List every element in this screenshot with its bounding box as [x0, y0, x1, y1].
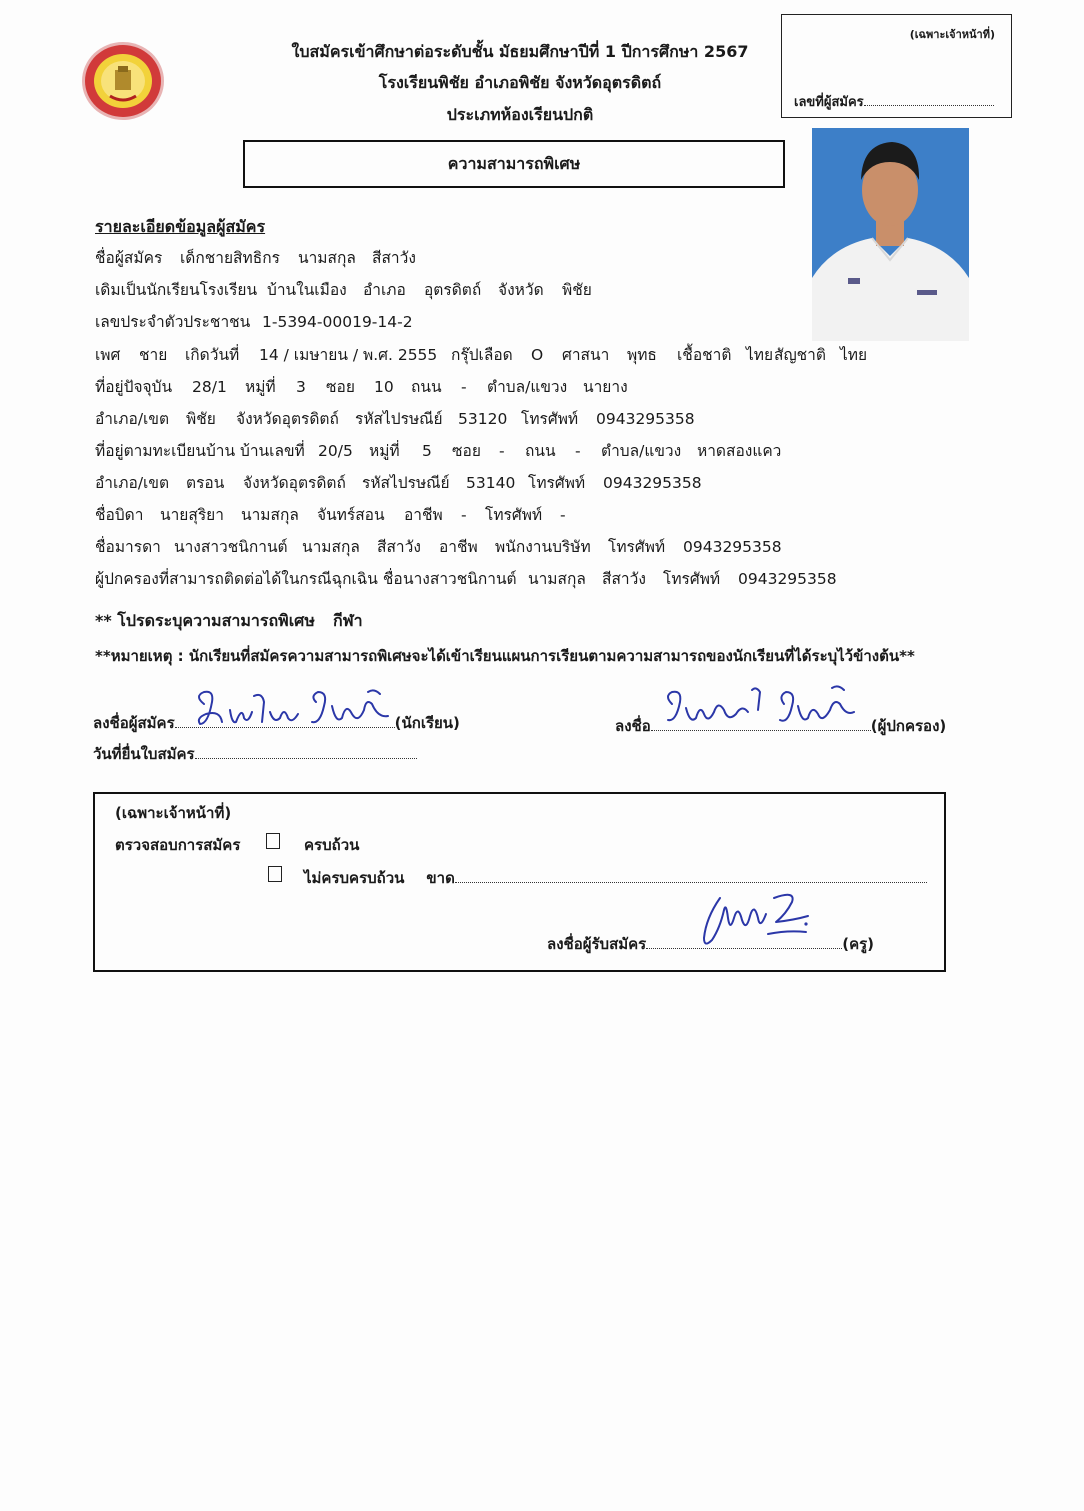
cur-province: จังหวัดอุตรดิตถ์	[236, 410, 339, 428]
office-use-box	[781, 14, 1012, 118]
section-title-box	[243, 140, 785, 188]
cur-postcode: 53120	[458, 410, 508, 428]
prev-school-value: บ้านในเมือง	[267, 281, 347, 299]
cur-tambon: นายาง	[583, 378, 628, 396]
check-label: ตรวจสอบการสมัคร	[115, 836, 241, 854]
mother-occupation: พนักงานบริษัท	[495, 538, 591, 556]
applicant-surname: สีสาวัง	[372, 249, 416, 267]
details-heading: รายละเอียดข้อมูลผู้สมัคร	[95, 217, 266, 236]
complete-label: ครบถ้วน	[304, 836, 360, 854]
guardian-phone: 0943295358	[738, 570, 837, 588]
cur-postcode-label: รหัสไปรษณีย์	[355, 410, 443, 428]
mother-surname-label: นามสกุล	[302, 538, 360, 556]
ethnicity-value: ไทย	[746, 346, 774, 364]
nationality-value: ไทย	[840, 346, 868, 364]
nationality-label: สัญชาติ	[774, 346, 826, 364]
guardian-surname: สีสาวัง	[602, 570, 646, 588]
reg-moo-label: หมู่ที่	[369, 442, 400, 460]
class-type: ประเภทห้องเรียนปกติ	[446, 105, 594, 124]
receiver-signature-suffix: (ครู)	[842, 935, 875, 953]
submit-date-line	[93, 744, 417, 764]
birth-value: 14 / เมษายน / พ.ศ. 2555	[259, 346, 438, 364]
father-occupation: -	[461, 506, 467, 524]
birth-label: เกิดวันที่	[185, 346, 240, 364]
reg-tambon: หาดสองแคว	[697, 442, 782, 460]
mother-label: ชื่อมารดา	[95, 538, 161, 556]
applicant-signature-suffix: (นักเรียน)	[394, 714, 460, 732]
father-phone: -	[560, 506, 566, 524]
missing-label: ขาด	[426, 869, 455, 887]
blood-label: กรุ๊ปเลือด	[451, 346, 513, 364]
guardian-signature-label: ลงชื่อ	[615, 717, 651, 735]
reg-house-no: 20/5	[318, 442, 353, 460]
guardian-signature-suffix: (ผู้ปกครอง)	[870, 717, 947, 735]
ethnicity-label: เชื้อชาติ	[677, 346, 732, 364]
incomplete-label: ไม่ครบครบถ้วน	[304, 869, 405, 887]
reg-phone: 0943295358	[603, 474, 702, 492]
guardian-phone-label: โทรศัพท์	[663, 570, 721, 588]
cur-moo: 3	[296, 378, 306, 396]
cur-addr-label: ที่อยู่ปัจจุบัน	[95, 378, 173, 396]
submit-date-field[interactable]	[195, 758, 417, 759]
applicant-photo	[812, 128, 969, 341]
reg-soi: -	[499, 442, 505, 460]
id-value: 1-5394-00019-14-2	[262, 313, 413, 331]
reg-amphoe: ตรอน	[186, 474, 225, 492]
name-label: ชื่อผู้สมัคร	[95, 249, 163, 267]
father-phone-label: โทรศัพท์	[485, 506, 543, 524]
talent-label: ** โปรดระบุความสามารถพิเศษ	[95, 611, 315, 630]
receiver-handwritten-signature	[698, 888, 818, 952]
applicant-name: เด็กชายสิทธิกร	[180, 249, 280, 267]
applicant-number-label: เลขที่ผู้สมัคร	[794, 93, 994, 113]
prev-amphoe-label: อำเภอ	[363, 281, 406, 299]
school-name: โรงเรียนพิชัย อำเภอพิชัย จังหวัดอุตรดิตถ์	[378, 73, 662, 92]
reg-moo: 5	[422, 442, 432, 460]
prev-province-value: พิชัย	[562, 281, 592, 299]
applicant-handwritten-signature	[192, 688, 404, 734]
section-title: ความสามารถพิเศษ	[447, 153, 581, 173]
reg-road-label: ถนน	[525, 442, 556, 460]
incomplete-line	[304, 868, 927, 888]
mother-phone-label: โทรศัพท์	[608, 538, 666, 556]
guardian-handwritten-signature	[662, 684, 862, 732]
complete-checkbox[interactable]	[266, 833, 280, 849]
id-label: เลขประจำตัวประชาชน	[95, 313, 251, 331]
school-emblem-icon	[80, 40, 166, 122]
talent-value: กีฬา	[333, 611, 363, 630]
reg-soi-label: ซอย	[452, 442, 481, 460]
guardian-surname-label: นามสกุล	[528, 570, 586, 588]
cur-road: -	[461, 378, 467, 396]
missing-field[interactable]	[455, 882, 927, 883]
cur-house-no: 28/1	[192, 378, 227, 396]
mother-occupation-label: อาชีพ	[439, 538, 478, 556]
cur-soi: 10	[374, 378, 394, 396]
religion-value: พุทธ	[627, 346, 657, 364]
applicant-signature-label: ลงชื่อผู้สมัคร	[93, 714, 175, 732]
reg-postcode-label: รหัสไปรษณีย์	[362, 474, 450, 492]
father-name: นายสุริยา	[160, 506, 224, 524]
note-text: **หมายเหตุ : นักเรียนที่สมัครความสามารถพิเศษจะได้เข้าเรียนแผนการเรียนตามความสามารถของนักเรียนที่ได้ระบุไว้ข้างต้น**	[95, 647, 915, 665]
cur-tambon-label: ตำบล/แขวง	[487, 378, 568, 396]
cur-phone-label: โทรศัพท์	[521, 410, 579, 428]
mother-surname: สีสาวัง	[377, 538, 421, 556]
cur-phone: 0943295358	[596, 410, 695, 428]
reg-phone-label: โทรศัพท์	[528, 474, 586, 492]
surname-label: นามสกุล	[298, 249, 356, 267]
school-emblem	[80, 40, 166, 122]
cur-road-label: ถนน	[411, 378, 442, 396]
guardian-name: นางสาวชนิกานต์	[403, 570, 517, 588]
father-surname: จันทร์สอน	[317, 506, 385, 524]
religion-label: ศาสนา	[562, 346, 610, 364]
reg-tambon-label: ตำบล/แขวง	[601, 442, 682, 460]
office-use-title: (เฉพาะเจ้าหน้าที่)	[909, 28, 995, 41]
reg-amphoe-label: อำเภอ/เขต	[95, 474, 170, 492]
prev-province-label: จังหวัด	[498, 281, 544, 299]
father-occupation-label: อาชีพ	[404, 506, 443, 524]
prev-amphoe-value: อุตรดิตถ์	[424, 281, 482, 299]
cur-moo-label: หมู่ที่	[245, 378, 276, 396]
reg-postcode: 53140	[466, 474, 516, 492]
form-title-line1: ใบสมัครเข้าศึกษาต่อระดับชั้น มัธยมศึกษาปีที่ 1 ปีการศึกษา 2567	[291, 42, 749, 61]
blood-value: O	[531, 346, 544, 364]
submit-date-label: วันที่ยื่นใบสมัคร	[93, 745, 195, 763]
office-check-title: (เฉพาะเจ้าหน้าที่)	[115, 804, 232, 822]
father-surname-label: นามสกุล	[241, 506, 299, 524]
father-label: ชื่อบิดา	[95, 506, 144, 524]
incomplete-checkbox[interactable]	[268, 866, 282, 882]
reg-addr-label: ที่อยู่ตามทะเบียนบ้าน บ้านเลขที่	[95, 442, 305, 460]
guardian-label: ผู้ปกครองที่สามารถติดต่อได้ในกรณีฉุกเฉิน ชื่อ	[95, 570, 403, 588]
receiver-signature-label: ลงชื่อผู้รับสมัคร	[547, 935, 647, 953]
mother-phone: 0943295358	[683, 538, 782, 556]
sex-value: ชาย	[139, 346, 168, 364]
cur-soi-label: ซอย	[326, 378, 355, 396]
applicant-number-field[interactable]	[864, 105, 994, 106]
reg-province: จังหวัดอุตรดิตถ์	[243, 474, 346, 492]
cur-amphoe-label: อำเภอ/เขต	[95, 410, 170, 428]
reg-road: -	[575, 442, 581, 460]
cur-amphoe: พิชัย	[186, 410, 216, 428]
sex-label: เพศ	[95, 346, 121, 364]
mother-name: นางสาวชนิกานต์	[174, 538, 288, 556]
prev-school-label: เดิมเป็นนักเรียนโรงเรียน	[95, 281, 258, 299]
